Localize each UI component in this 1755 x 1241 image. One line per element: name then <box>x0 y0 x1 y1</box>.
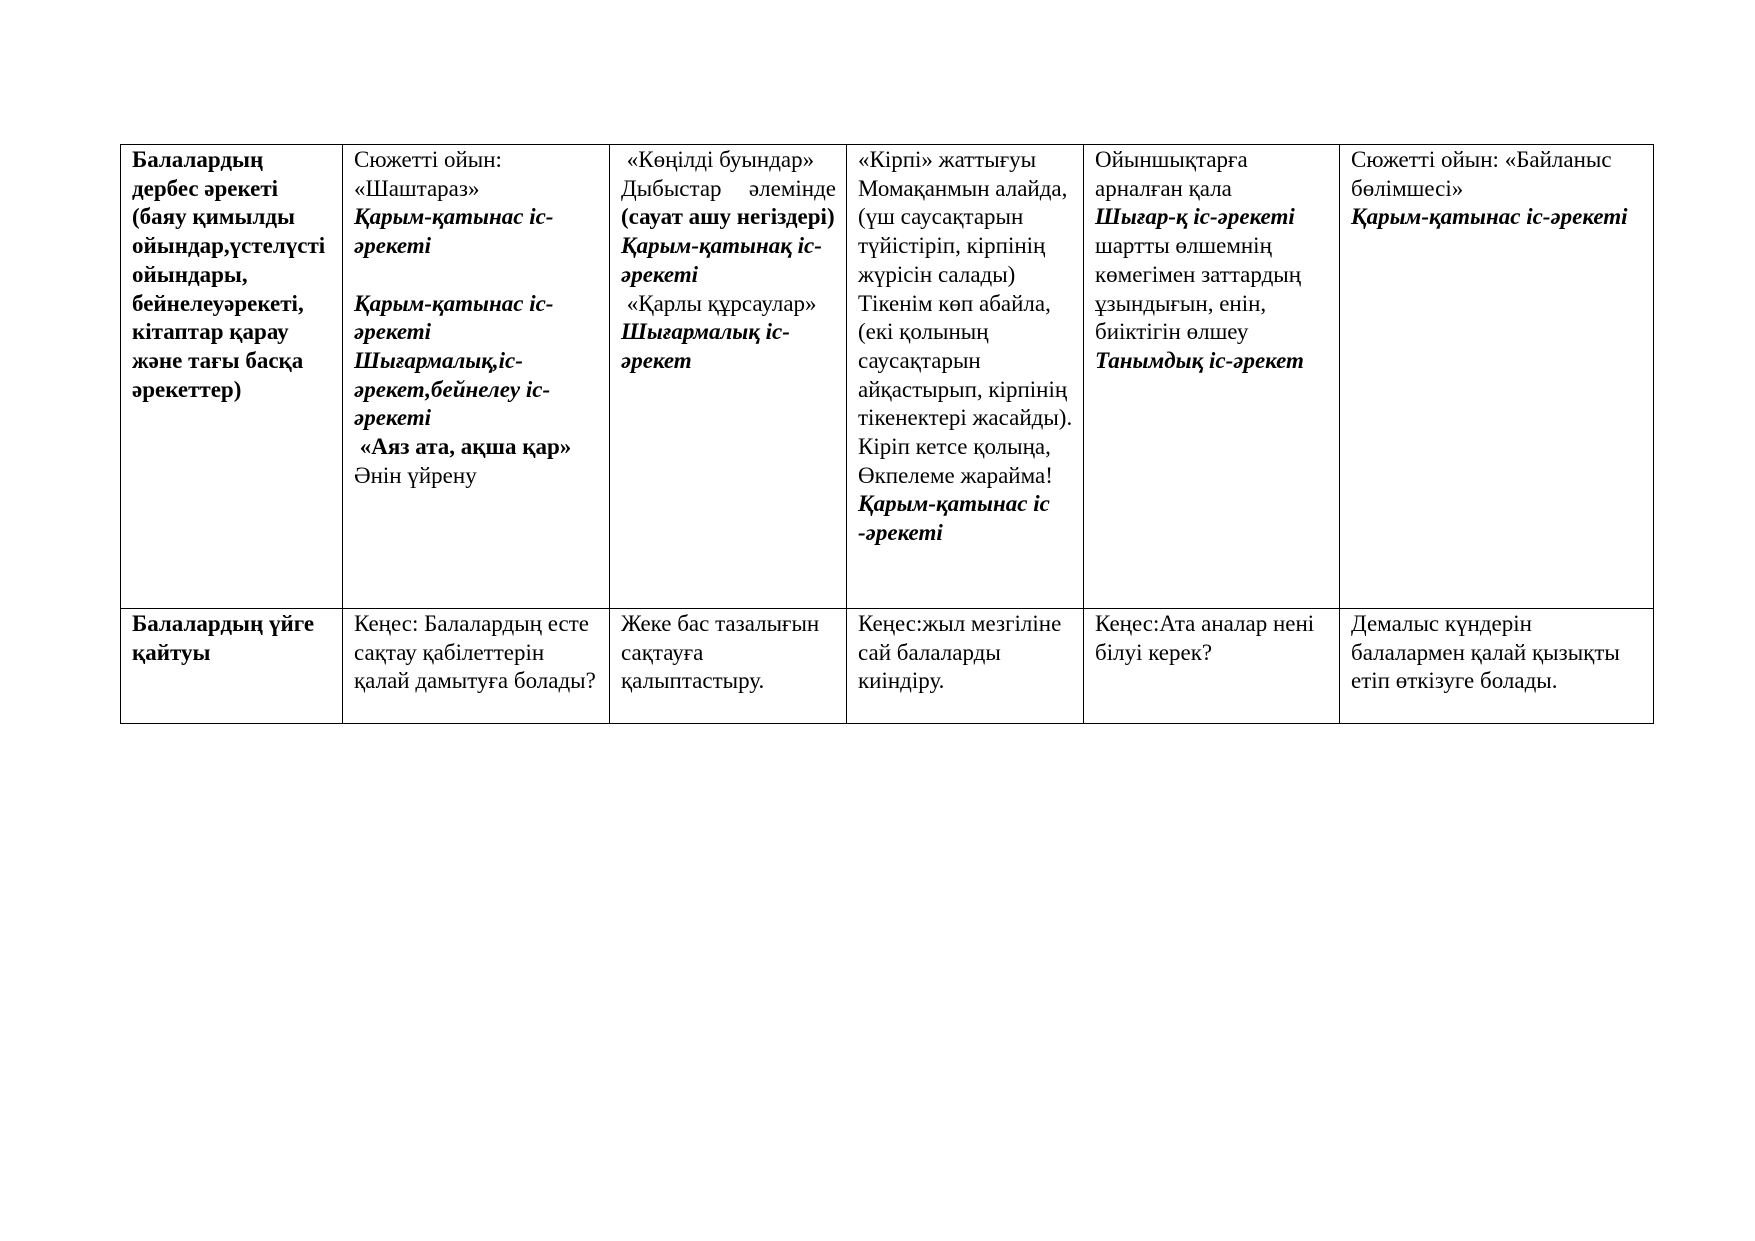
table-row <box>121 145 1654 609</box>
table-cell <box>1340 145 1654 609</box>
table-row <box>121 609 1654 724</box>
blank-line <box>354 261 599 290</box>
table-cell <box>343 145 610 609</box>
activity-label: Шығар-қ іс-әрекеті <box>1095 204 1295 230</box>
row-header-cell <box>121 145 343 609</box>
game-description: Дыбыстар әлемінде <box>621 175 836 201</box>
advice-text: Жеке бас тазалығын сақтауға қалыптастыру. <box>621 611 820 694</box>
row-header-cell <box>121 609 343 724</box>
game-title: Сюжетті ойын: «Байланыс бөлімшесі» <box>1351 147 1612 201</box>
exercise-text: «Кірпі» жаттығуы Момақанмын алайда, (үш саусақтарын түйістіріп, кірпінің жүрісін салады) Тікенім көп абайла, (екі қолының саусақтарын айқастырып, кірпінің тікенектері жасайды). Кіріп кетсе қолыңа, Өкпелеме жарайма! <box>858 147 1073 488</box>
game-title: «Қарлы құрсаулар» <box>621 290 817 316</box>
table-cell <box>1340 609 1654 724</box>
table-cell <box>847 609 1084 724</box>
table-cell <box>610 609 847 724</box>
game-title: «Көңілді буындар» <box>621 147 815 172</box>
activity-label: Танымдық іс-әрекет <box>1095 347 1304 373</box>
game-title: Сюжетті ойын: «Шаштараз» <box>354 147 502 201</box>
activity-label: Қарым-қатынақ іс-әрекеті <box>621 233 822 287</box>
table-cell <box>610 145 847 609</box>
game-title: Ойыншықтарға арналған қала <box>1095 147 1248 201</box>
advice-text: Кеңес:жыл мезгіліне сай балаларды киіндіру. <box>858 611 1062 694</box>
activity-label: Қарым-қатынас іс-әрекеті <box>354 290 554 345</box>
activity-label: Қарым-қатынас іс-әрекеті <box>1351 204 1628 230</box>
row-header: Балалардың дербес әрекеті (баяу қимылды ойындар,үстелүсті ойындары, бейнелеуәрекеті, кітаптар қарау және тағы басқа әрекеттер) <box>132 147 326 402</box>
advice-text: Демалыс күндерін балалармен қалай қызықты етіп өткізуге болады. <box>1351 611 1620 694</box>
song-title: «Аяз ата, ақша қар» <box>354 434 572 460</box>
subject-label: (сауат ашу негіздері) <box>621 204 835 230</box>
table-cell <box>847 145 1084 609</box>
row-header: Балалардың үйге қайтуы <box>132 611 315 665</box>
table-cell <box>1084 145 1340 609</box>
task-description: шартты өлшемнің көмегімен заттардың ұзындығын, енін, биіктігін өлшеу <box>1095 233 1302 345</box>
activity-label: Қарым-қатынас іс -әрекеті <box>858 491 1050 546</box>
advice-text: Кеңес:Ата аналар нені білуі керек? <box>1095 611 1315 665</box>
activity-label: Шығармалық іс-әрекет <box>621 319 790 373</box>
advice-text: Кеңес: Балалардың есте сақтау қабілеттерін қалай дамытуға болады? <box>354 611 596 694</box>
schedule-table <box>120 144 1654 724</box>
table-cell <box>1084 609 1340 724</box>
activity-label: Шығармалық,іс-әрекет,бейнелеу іс-әрекеті <box>354 347 551 431</box>
table-cell <box>343 609 610 724</box>
activity-label: Қарым-қатынас іс-әрекеті <box>354 204 554 259</box>
song-task: Әнін үйрену <box>354 462 477 488</box>
